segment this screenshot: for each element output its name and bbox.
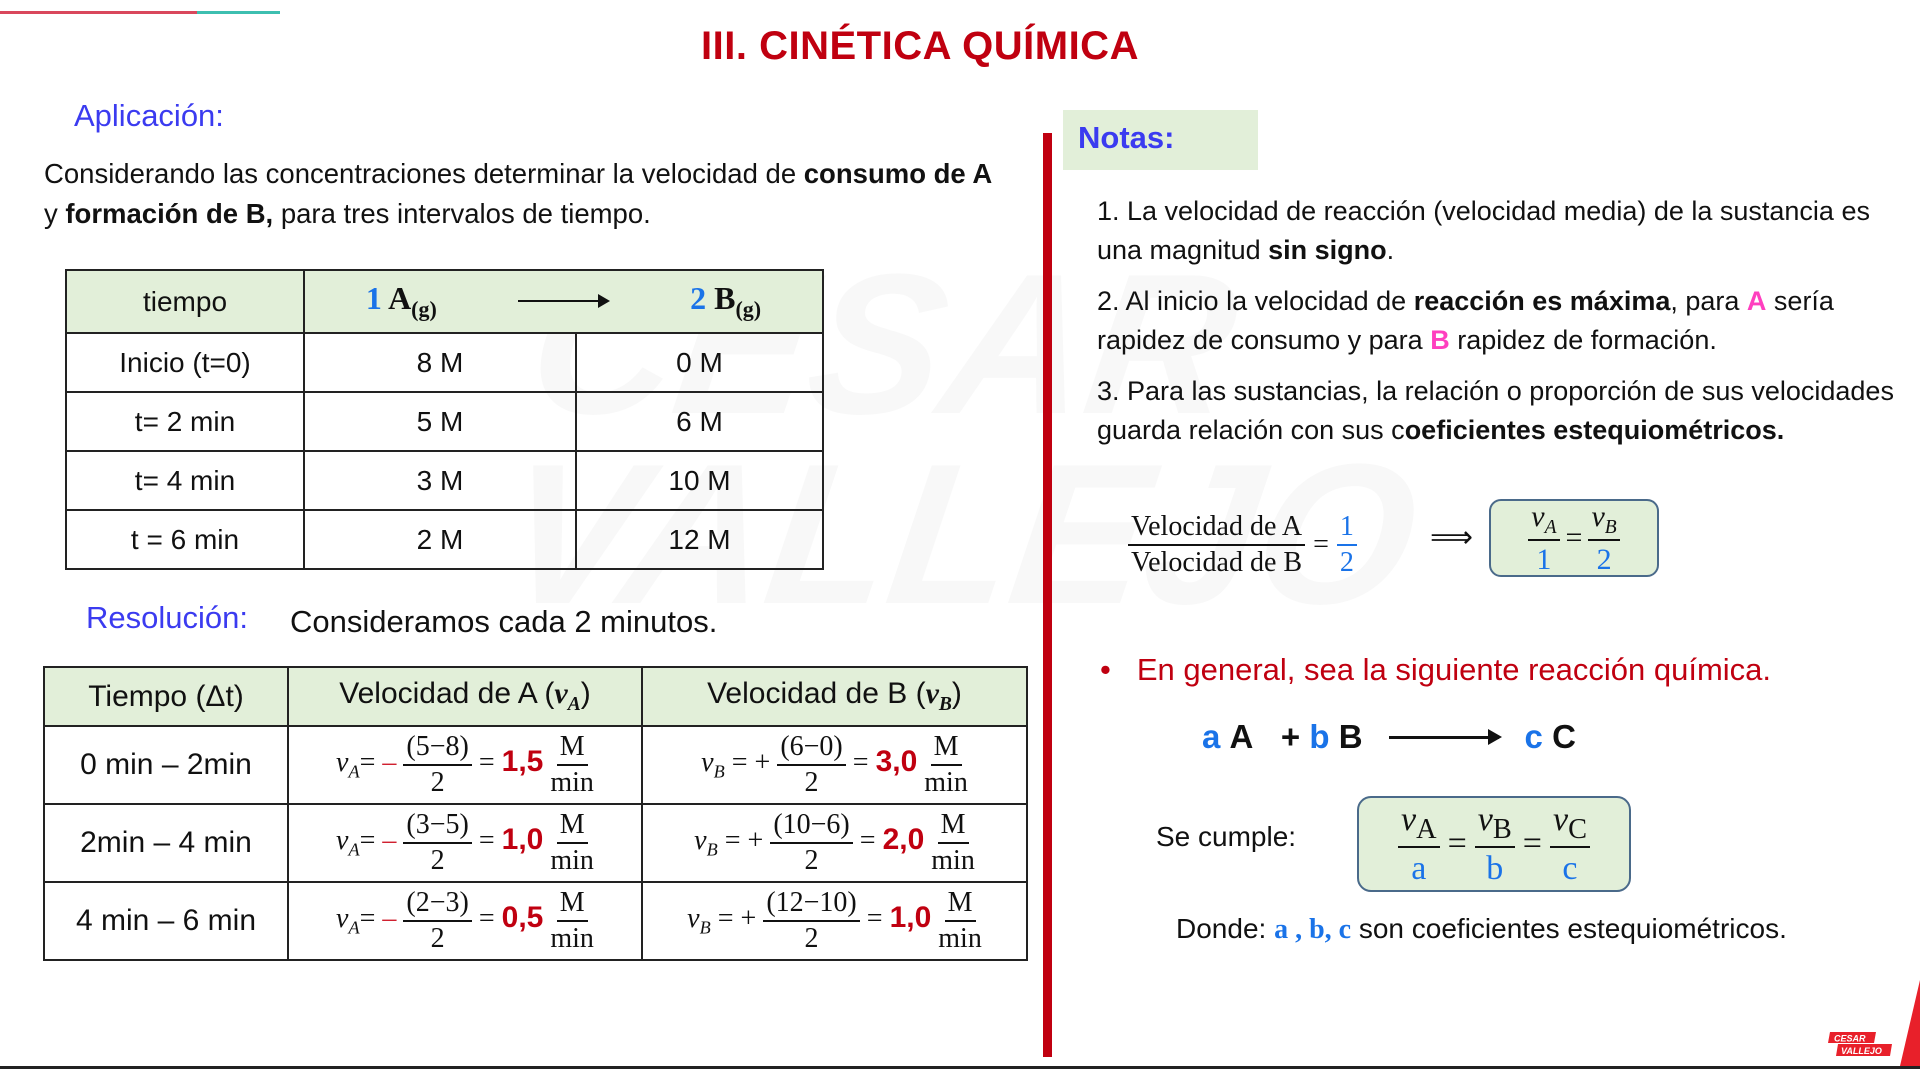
header-reaction bbox=[304, 270, 823, 333]
general-reaction-equation: a A + b B c C bbox=[1202, 718, 1576, 755]
cell-conc-a: 5 M bbox=[304, 392, 576, 451]
table-row bbox=[44, 804, 1027, 882]
reactant-a: 1 $A_{(g)}$ bbox=[365, 280, 437, 322]
table-header-row bbox=[66, 270, 823, 333]
statement-text: Considerando las concentraciones determinar la velocidad de bbox=[44, 158, 804, 189]
cell-conc-b: 0 M bbox=[576, 333, 823, 392]
cell-interval: 4 min – 6 min bbox=[44, 882, 288, 960]
cell-time: Inicio (t=0) bbox=[66, 333, 304, 392]
implies-arrow-icon: ⟹ bbox=[1430, 521, 1474, 554]
section-label-resolucion: Resolución: bbox=[86, 600, 248, 635]
problem-statement bbox=[44, 154, 1004, 234]
decorative-top-line-teal bbox=[197, 11, 280, 14]
cell-time: t = 6 min bbox=[66, 510, 304, 569]
note-2: 2. Al inicio la velocidad de reacción es máxima, para A sería rapidez de consumo y para B rapidez de formación. bbox=[1097, 286, 1834, 355]
header-velocity-a: Velocidad de A $(v_A)$ bbox=[288, 667, 642, 726]
table-row bbox=[66, 510, 823, 569]
note-1: 1. La velocidad de reacción (velocidad media) de la sustancia es una magnitud sin signo. bbox=[1097, 196, 1870, 265]
cell-velocity-a: $v_A=$ – $\frac{(3-5)}{2}$ = 1,0 $\frac{M}{\min}$ bbox=[288, 804, 642, 882]
table-header-row bbox=[44, 667, 1027, 726]
cell-conc-a: 2 M bbox=[304, 510, 576, 569]
header-tiempo: tiempo bbox=[66, 270, 304, 333]
cell-conc-b: 10 M bbox=[576, 451, 823, 510]
cell-velocity-b: $v_B$ = + $\frac{(6-0)}{2}$ = 3,0 $\frac{M}{\min}$ bbox=[642, 726, 1027, 804]
table-row bbox=[66, 451, 823, 510]
svg-text:VALLEJO: VALLEJO bbox=[1841, 1046, 1882, 1056]
cell-interval: 2min – 4 min bbox=[44, 804, 288, 882]
vertical-divider bbox=[1043, 133, 1052, 1057]
cell-velocity-b: $v_B$ = + $\frac{(12-10)}{2}$ = 1,0 $\frac{M}{\min}$ bbox=[642, 882, 1027, 960]
concentration-table bbox=[65, 269, 824, 570]
reaction-arrow-icon bbox=[1389, 736, 1499, 739]
table-row bbox=[44, 726, 1027, 804]
section-label-aplicacion: Aplicación: bbox=[74, 98, 224, 133]
cesar-vallejo-logo bbox=[1826, 1028, 1894, 1058]
page-title: III. CINÉTICA QUÍMICA bbox=[701, 24, 1139, 68]
donde-text: Donde: a , b, c son coeficientes estequiométricos. bbox=[1176, 913, 1787, 945]
ratio-result-box: $\frac{v_A}{1}$ = $\frac{v_B}{2}$ bbox=[1489, 499, 1659, 577]
svg-text:CESAR: CESAR bbox=[1834, 1033, 1866, 1044]
notes-label: Notas: bbox=[1078, 120, 1175, 155]
statement-bold: formación de B, bbox=[65, 198, 274, 229]
cell-conc-b: 12 M bbox=[576, 510, 823, 569]
statement-bold: consumo de A bbox=[803, 158, 993, 189]
cell-conc-a: 3 M bbox=[304, 451, 576, 510]
cell-time: t= 4 min bbox=[66, 451, 304, 510]
reaction-arrow-icon bbox=[518, 300, 608, 302]
header-velocity-b: Velocidad de B $(v_B)$ bbox=[642, 667, 1027, 726]
table-row bbox=[44, 882, 1027, 960]
velocity-ratio-formula: $\frac{\text{Velocidad de A}}{\text{Velocidad de B}}$ = $\frac{1}{2}$ bbox=[1128, 512, 1357, 579]
resolution-text: Consideramos cada 2 minutos. bbox=[290, 604, 718, 639]
statement-text: y bbox=[44, 198, 66, 229]
cell-conc-b: 6 M bbox=[576, 392, 823, 451]
note-3: 3. Para las sustancias, la relación o proporción de sus velocidades guarda relación con sus coeficientes estequiométricos. bbox=[1097, 376, 1894, 445]
header-interval: Tiempo (Δt) bbox=[44, 667, 288, 726]
product-b: 2 $B_{(g)}$ bbox=[690, 280, 762, 322]
table-row bbox=[66, 392, 823, 451]
statement-text: para tres intervalos de tiempo. bbox=[273, 198, 651, 229]
cell-time: t= 2 min bbox=[66, 392, 304, 451]
cell-velocity-b: $v_B$ = + $\frac{(10-6)}{2}$ = 2,0 $\frac{M}{\min}$ bbox=[642, 804, 1027, 882]
cell-conc-a: 8 M bbox=[304, 333, 576, 392]
decorative-top-line-red bbox=[0, 11, 197, 14]
general-ratio-box: $\frac{v_A}{a}$ = $\frac{v_B}{b}$ = $\frac{v_C}{c}$ bbox=[1357, 796, 1631, 892]
table-row bbox=[66, 333, 823, 392]
cell-velocity-a: $v_A=$ – $\frac{(2-3)}{2}$ = 0,5 $\frac{M}{\min}$ bbox=[288, 882, 642, 960]
se-cumple-label: Se cumple: bbox=[1156, 821, 1297, 852]
velocity-table bbox=[43, 666, 1028, 961]
cell-velocity-a: $v_A=$ – $\frac{(5-8)}{2}$ = 1,5 $\frac{M}{\min}$ bbox=[288, 726, 642, 804]
logo-red-slash bbox=[1900, 980, 1920, 1066]
cell-interval: 0 min – 2min bbox=[44, 726, 288, 804]
bottom-border-line bbox=[0, 1066, 1920, 1069]
general-reaction-bullet: • En general, sea la siguiente reacción química. bbox=[1100, 652, 1772, 687]
